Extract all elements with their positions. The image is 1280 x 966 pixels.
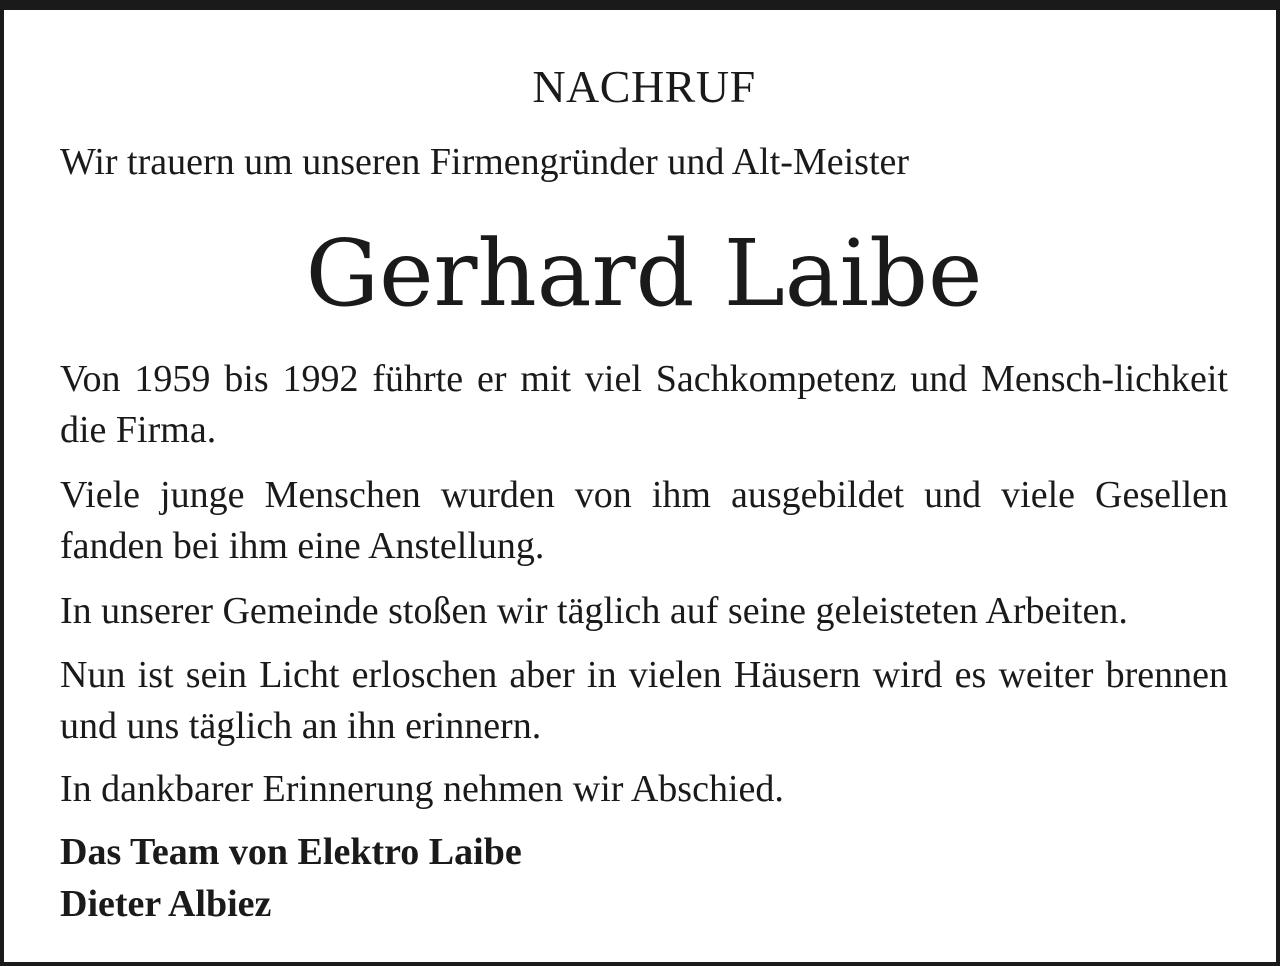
obituary-paragraph-4: Nun ist sein Licht erloschen aber in vielen Häusern wird es weiter brennen und uns täglich an ihn erinnern. — [60, 654, 1228, 747]
obituary-paragraph-3: In unserer Gemeinde stoßen wir täglich auf seine geleisteten Arbeiten. — [60, 590, 1128, 632]
deceased-name: Gerhard Laibe — [305, 220, 983, 327]
obituary-paragraph-2: Viele junge Menschen wurden von ihm ausgebildet und viele Gesellen fanden bei ihm eine Anstellung. — [60, 474, 1228, 567]
obituary-paragraph-5: In dankbarer Erinnerung nehmen wir Abschied. — [60, 768, 784, 810]
obituary-intro: Wir trauern um unseren Firmengründer und Alt-Meister — [60, 141, 910, 183]
obituary-paragraph-1: Von 1959 bis 1992 führte er mit viel Sachkompetenz und Mensch-lichkeit die Firma. — [60, 358, 1228, 451]
obituary-heading: NACHRUF — [532, 61, 756, 112]
signature-person: Dieter Albiez — [60, 883, 272, 925]
signature-team: Das Team von Elektro Laibe — [60, 831, 522, 873]
